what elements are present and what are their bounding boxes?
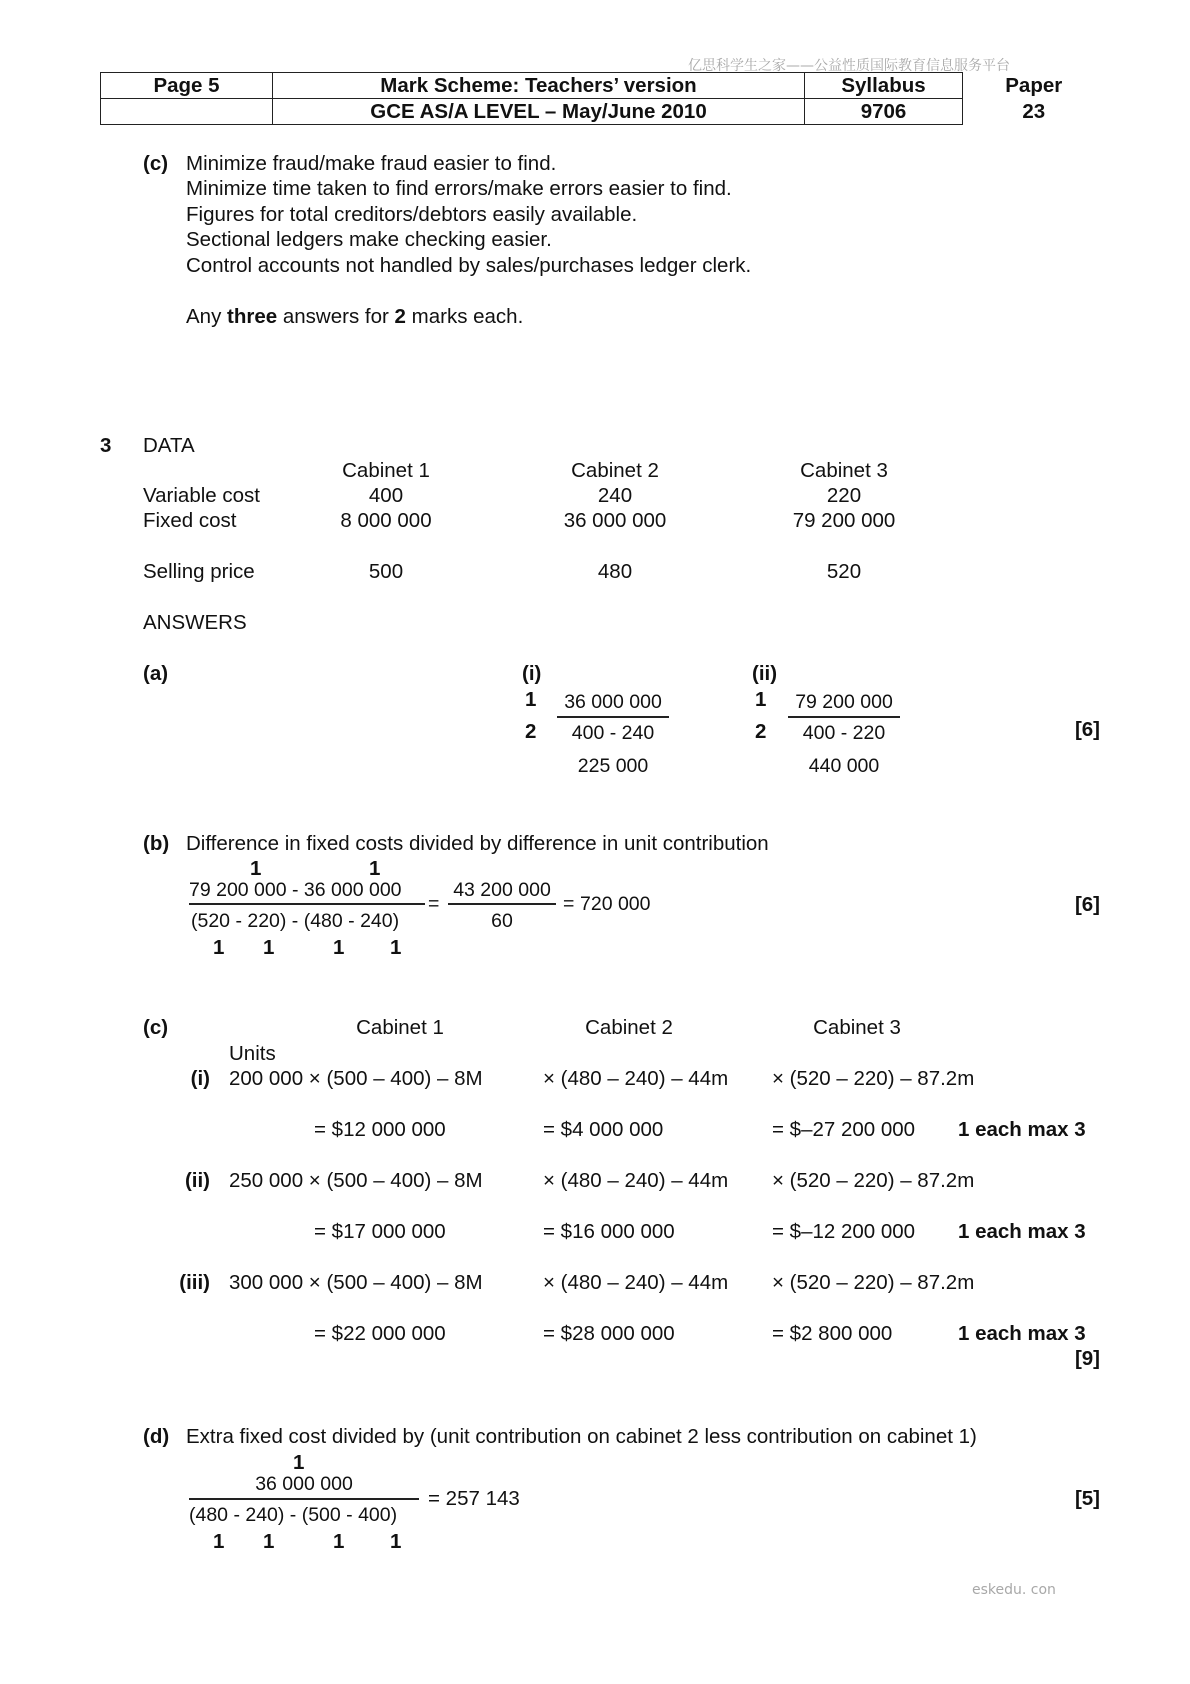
data-selling-c3: 520 <box>826 560 862 583</box>
q3d-label: (d) <box>143 1425 170 1448</box>
q3c-i-calc-2: × (480 – 240) – 44m <box>543 1067 729 1090</box>
q3c-i-result-3: = $–27 200 000 <box>772 1118 916 1141</box>
q3-number: 3 <box>100 434 112 457</box>
q3c-i-calc-1: 200 000 × (500 – 400) – 8M <box>229 1067 483 1090</box>
q3d-total: [5] <box>1074 1487 1100 1510</box>
q3b-total: [6] <box>1074 893 1100 916</box>
q3c-iii-mark: 1 each max 3 <box>958 1322 1086 1345</box>
q3b-denominator: (520 - 220) - (480 - 240) <box>191 910 400 932</box>
q3a-i-label: (i) <box>522 662 542 685</box>
q3a-label: (a) <box>143 662 169 685</box>
q3c-ii-result-1: = $17 000 000 <box>314 1220 446 1243</box>
q3b-equals-1: = <box>428 893 440 915</box>
q2c-line-4: Sectional ledgers make checking easier. <box>186 228 552 251</box>
q3c-ii-calc-1: 250 000 × (500 – 400) – 8M <box>229 1169 483 1192</box>
q3c-col-cabinet-2: Cabinet 2 <box>585 1016 673 1039</box>
q3b-mark-num-2: 1 <box>369 857 381 880</box>
data-variable-c3: 220 <box>826 484 862 507</box>
q3d-mark-den-3: 1 <box>333 1530 345 1553</box>
data-row-variable-label: Variable cost <box>143 484 260 507</box>
header-subtitle: GCE AS/A LEVEL – May/June 2010 <box>273 99 805 125</box>
q3a-ii-result: 440 000 <box>808 755 880 777</box>
q3b-fraction-line <box>189 903 425 905</box>
q3a-ii-mark-top: 1 <box>755 688 767 711</box>
q3c-total: [9] <box>1074 1347 1100 1370</box>
q3b-numerator: 79 200 000 - 36 000 000 <box>189 879 402 901</box>
q3d-denominator: (480 - 240) - (500 - 400) <box>189 1504 398 1526</box>
header-page: Page 5 <box>101 73 273 99</box>
q3a-i-numerator: 36 000 000 <box>564 691 662 713</box>
q3a-ii-fraction-line <box>788 716 900 718</box>
data-fixed-c3: 79 200 000 <box>792 509 896 532</box>
q3b-numerator-2: 43 200 000 <box>453 879 551 901</box>
q3b-mark-den-2: 1 <box>263 936 275 959</box>
q3a-ii-numerator: 79 200 000 <box>795 691 893 713</box>
data-col-cabinet-3: Cabinet 3 <box>800 459 888 482</box>
q3c-ii-calc-2: × (480 – 240) – 44m <box>543 1169 729 1192</box>
q3b-denominator-2: 60 <box>491 910 513 932</box>
data-fixed-c2: 36 000 000 <box>563 509 667 532</box>
q3a-i-fraction-line <box>557 716 669 718</box>
watermark-top: 亿思科学生之家——公益性质国际教育信息服务平台 <box>688 58 1010 74</box>
watermark-bottom: eskedu. con <box>972 1582 1056 1598</box>
q3b-equals-2: = <box>563 893 575 915</box>
q3b-result: 720 000 <box>580 893 651 915</box>
q2c-line-5: Control accounts not handled by sales/purchases ledger clerk. <box>186 254 752 277</box>
q3c-iii-label: (iii) <box>179 1271 210 1294</box>
q3b-mark-den-4: 1 <box>390 936 402 959</box>
data-variable-c1: 400 <box>368 484 404 507</box>
q3c-iii-result-1: = $22 000 000 <box>314 1322 446 1345</box>
q3b-mark-den-1: 1 <box>213 936 225 959</box>
q3b-text: Difference in fixed costs divided by difference in unit contribution <box>186 832 769 855</box>
header-empty-cell <box>101 99 273 125</box>
q3-data-label: DATA <box>143 434 195 457</box>
q3a-ii-mark-bottom: 2 <box>755 720 767 743</box>
q3c-units-label: Units <box>229 1042 276 1065</box>
q3d-mark-den-1: 1 <box>213 1530 225 1553</box>
q2c-line-1: Minimize fraud/make fraud easier to find. <box>186 152 557 175</box>
q3c-iii-calc-2: × (480 – 240) – 44m <box>543 1271 729 1294</box>
data-col-cabinet-1: Cabinet 1 <box>342 459 430 482</box>
q3c-ii-result-3: = $–12 200 000 <box>772 1220 916 1243</box>
q3c-i-calc-3: × (520 – 220) – 87.2m <box>772 1067 975 1090</box>
q3d-mark-num: 1 <box>293 1451 305 1474</box>
q3a-i-result: 225 000 <box>577 755 649 777</box>
header-syllabus-label: Syllabus <box>805 73 963 99</box>
data-row-fixed-label: Fixed cost <box>143 509 237 532</box>
data-col-cabinet-2: Cabinet 2 <box>571 459 659 482</box>
q3b-mark-num-1: 1 <box>250 857 262 880</box>
header-paper-value: 23 <box>1022 99 1046 123</box>
q3b-fraction-line-2 <box>448 903 556 905</box>
q3c-ii-result-2: = $16 000 000 <box>543 1220 675 1243</box>
q3b-label: (b) <box>143 832 170 855</box>
q2c-label: (c) <box>143 152 169 175</box>
q3a-ii-label: (ii) <box>752 662 778 685</box>
q3c-i-label: (i) <box>190 1067 210 1090</box>
header-table <box>100 72 1105 125</box>
q3d-mark-den-4: 1 <box>390 1530 402 1553</box>
data-selling-c1: 500 <box>368 560 404 583</box>
q2c-line-2: Minimize time taken to find errors/make errors easier to find. <box>186 177 732 200</box>
q3a-i-mark-bottom: 2 <box>525 720 537 743</box>
q3c-i-result-1: = $12 000 000 <box>314 1118 446 1141</box>
q3c-iii-calc-3: × (520 – 220) – 87.2m <box>772 1271 975 1294</box>
q3a-i-mark-top: 1 <box>525 688 537 711</box>
q3c-col-cabinet-1: Cabinet 1 <box>356 1016 444 1039</box>
q3c-col-cabinet-3: Cabinet 3 <box>813 1016 901 1039</box>
header-syllabus-value: 9706 <box>805 99 963 125</box>
q3c-label: (c) <box>143 1016 169 1039</box>
q3c-iii-result-3: = $2 800 000 <box>772 1322 893 1345</box>
data-fixed-c1: 8 000 000 <box>340 509 432 532</box>
q2c-note: Any three answers for 2 marks each. <box>186 305 524 328</box>
q3c-ii-calc-3: × (520 – 220) – 87.2m <box>772 1169 975 1192</box>
header-paper-label: Paper <box>1005 73 1063 97</box>
q3d-fraction-line <box>189 1498 419 1500</box>
q3c-iii-calc-1: 300 000 × (500 – 400) – 8M <box>229 1271 483 1294</box>
q3a-i-denominator: 400 - 240 <box>571 722 655 744</box>
q2c-line-3: Figures for total creditors/debtors easily available. <box>186 203 638 226</box>
data-variable-c2: 240 <box>597 484 633 507</box>
header-title: Mark Scheme: Teachers’ version <box>273 73 805 99</box>
answers-label: ANSWERS <box>143 611 247 634</box>
q3a-total: [6] <box>1074 718 1100 741</box>
q3d-numerator: 36 000 000 <box>255 1473 353 1495</box>
q3d-result: = 257 143 <box>428 1487 520 1510</box>
q3c-ii-mark: 1 each max 3 <box>958 1220 1086 1243</box>
data-selling-c2: 480 <box>597 560 633 583</box>
q3c-i-mark: 1 each max 3 <box>958 1118 1086 1141</box>
q3a-ii-denominator: 400 - 220 <box>802 722 886 744</box>
q3d-mark-den-2: 1 <box>263 1530 275 1553</box>
data-row-selling-label: Selling price <box>143 560 255 583</box>
q3d-text: Extra fixed cost divided by (unit contribution on cabinet 2 less contribution on cabinet 1) <box>186 1425 977 1448</box>
q3c-ii-label: (ii) <box>184 1169 210 1192</box>
q3b-mark-den-3: 1 <box>333 936 345 959</box>
q3c-i-result-2: = $4 000 000 <box>543 1118 664 1141</box>
q3c-iii-result-2: = $28 000 000 <box>543 1322 675 1345</box>
